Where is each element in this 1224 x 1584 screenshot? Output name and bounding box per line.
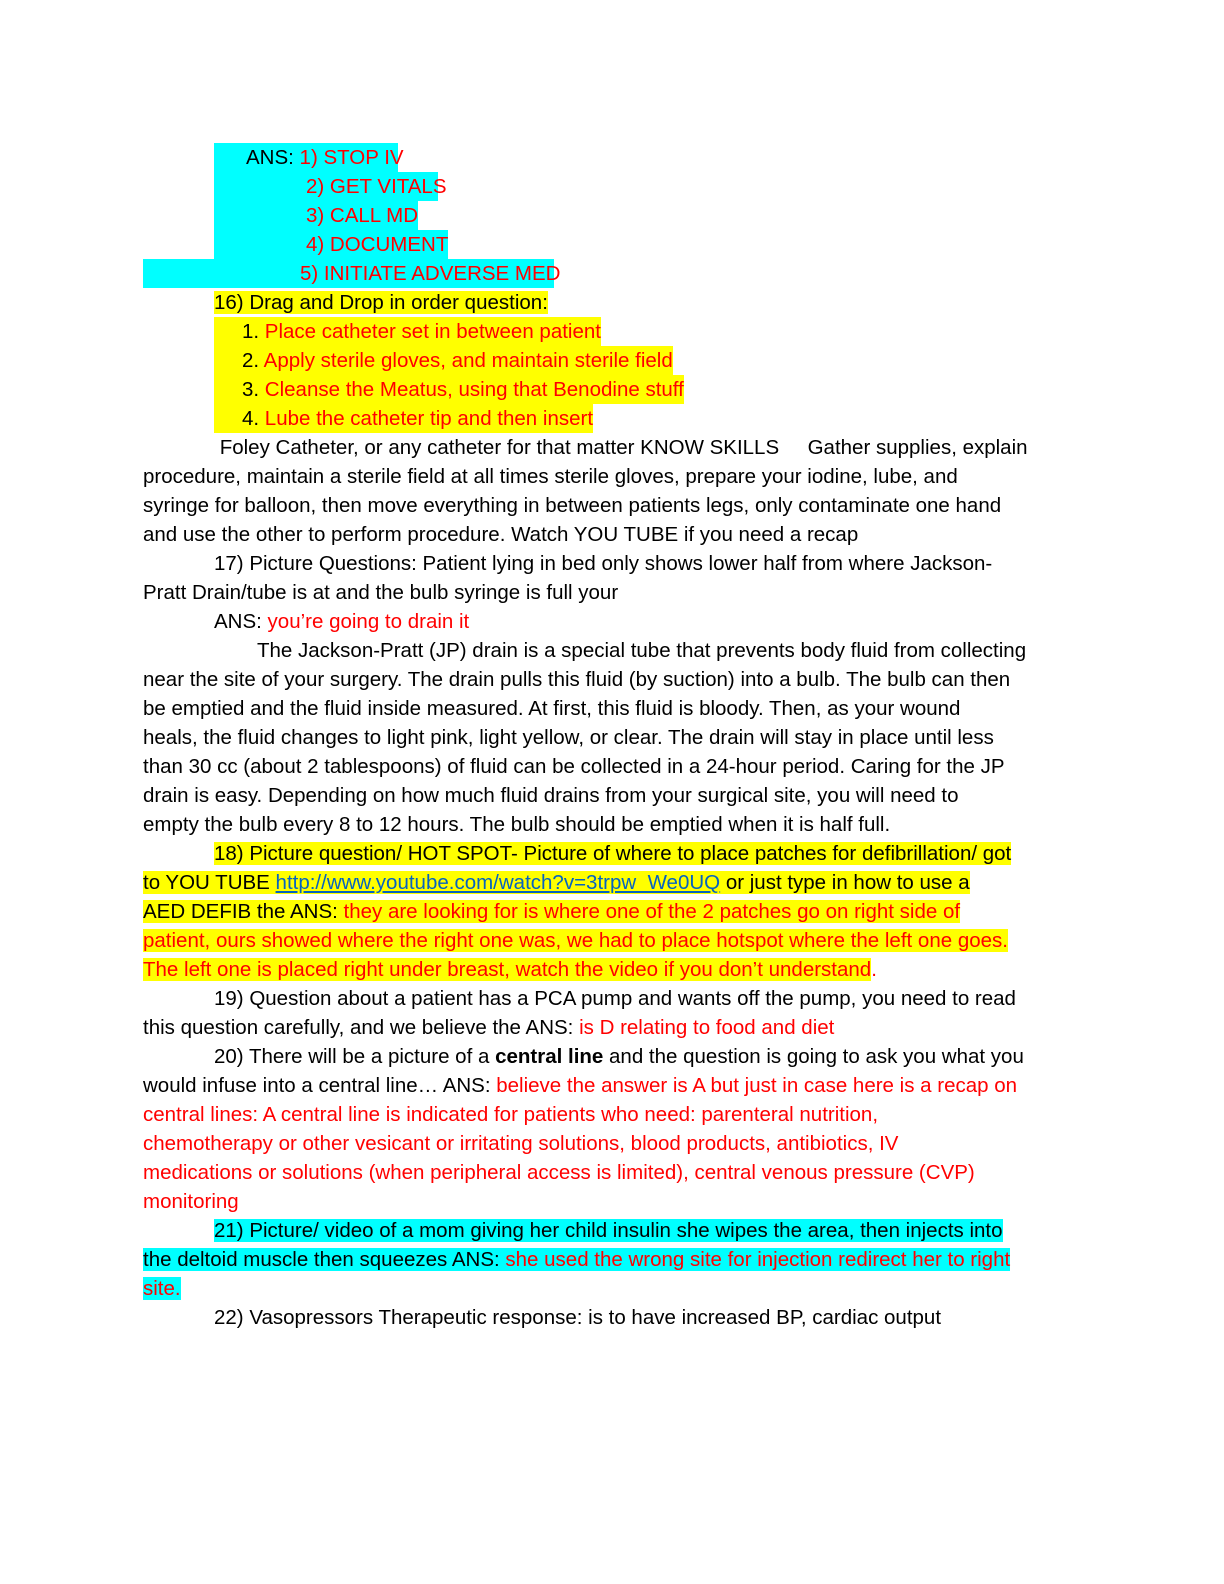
q20-ans-line: central lines: A central line is indicated for patients who need: parenteral nutrition, [143, 1103, 879, 1126]
q16-note-line: procedure, maintain a sterile field at all times sterile gloves, prepare your iodine, lube, and [143, 465, 958, 488]
q16-item-2 [214, 346, 673, 375]
q16-title: 16) Drag and Drop in order question: [214, 291, 548, 314]
ans-text: you’re going to drain it [267, 610, 470, 633]
q20-line: 20) There will be a picture of a central line and the question is going to ask you what you [214, 1045, 1024, 1068]
ans-step-2 [214, 172, 447, 201]
list-number: 1. [242, 320, 265, 343]
q17-info-line: be emptied and the fluid inside measured. At first, this fluid is bloody. Then, as your wound [143, 697, 961, 720]
list-number: 4. [242, 407, 265, 430]
youtube-link[interactable]: http://www.youtube.com/watch?v=3trpw_We0UQ [275, 871, 721, 894]
ans-text: is D relating to food and diet [579, 1016, 835, 1039]
q22-line: 22) Vasopressors Therapeutic response: is to have increased BP, cardiac output [214, 1306, 942, 1329]
ans-text: believe the answer is A but just in case here is a recap on [496, 1074, 1018, 1097]
q16-item-3 [214, 375, 684, 404]
q16-item-1 [214, 317, 601, 346]
ans-step-text: 2) GET VITALS [306, 175, 447, 198]
q16-note-line: Foley Catheter, or any catheter for that matter KNOW SKILLS Gather supplies, explain [214, 436, 1028, 459]
q21-line: 21) Picture/ video of a mom giving her child insulin she wipes the area, then injects into [214, 1219, 1003, 1242]
ans-step-text: 1) STOP IV [299, 146, 404, 169]
ans-text: The left one is placed right under breast, watch the video if you don’t understand [143, 958, 872, 981]
q18-line: 18) Picture question/ HOT SPOT- Picture of where to place patches for defibrillation/ got [214, 842, 1012, 865]
q17-info-line: heals, the fluid changes to light pink, light yellow, or clear. The drain will stay in place until less [143, 726, 994, 749]
q16-item-4 [214, 404, 593, 433]
q20-line: would infuse into a central line… ANS: believe the answer is A but just in case here is a recap on [143, 1074, 1018, 1097]
q18-line: The left one is placed right under breast, watch the video if you don’t understand. [143, 958, 877, 981]
list-number: 3. [242, 378, 265, 401]
ans-text: they are looking for is where one of the 2 patches go on right side of [343, 900, 961, 923]
ans-step-text: 5) INITIATE ADVERSE MED [300, 262, 561, 285]
ans-step-3 [214, 201, 418, 230]
q17-info-line: near the site of your surgery. The drain pulls this fluid (by suction) into a bulb. The bulb can then [143, 668, 1011, 691]
q20-ans-line: monitoring [143, 1190, 239, 1213]
ans-text: site. [143, 1277, 181, 1300]
q18-line: to YOU TUBE http://www.youtube.com/watch?v=3trpw_We0UQ or just type in how to use a [143, 871, 970, 894]
ans-step-4 [214, 230, 448, 259]
q21-line [143, 1274, 181, 1303]
q16-note-line: and use the other to perform procedure. Watch YOU TUBE if you need a recap [143, 523, 859, 546]
list-item-text: Apply sterile gloves, and maintain sterile field [263, 349, 673, 372]
q19-line: 19) Question about a patient has a PCA pump and wants off the pump, you need to read [214, 987, 1016, 1010]
ans-step-5 [143, 259, 561, 288]
q17-line: 17) Picture Questions: Patient lying in bed only shows lower half from where Jackson- [214, 552, 993, 575]
ans-step-text: 3) CALL MD [306, 204, 419, 227]
ans-label: ANS: [214, 610, 268, 633]
ans-step-text: 4) DOCUMENT [306, 233, 449, 256]
list-item-text: Lube the catheter tip and then insert [264, 407, 594, 430]
q20-ans-line: medications or solutions (when peripheral access is limited), central venous pressure (CVP) [143, 1161, 975, 1184]
q17-info-line: drain is easy. Depending on how much fluid drains from your surgical site, you will need to [143, 784, 959, 807]
list-number: 2. [242, 349, 264, 372]
q19-line: this question carefully, and we believe the ANS: is D relating to food and diet [143, 1016, 835, 1039]
q18-line: AED DEFIB the ANS: they are looking for is where one of the 2 patches go on right side of [143, 900, 961, 923]
q20-ans-line: chemotherapy or other vesicant or irritating solutions, blood products, antibiotics, IV [143, 1132, 899, 1155]
ans-text: patient, ours showed where the right one was, we had to place hotspot where the left one goes. [143, 929, 1008, 952]
q21-line: the deltoid muscle then squeezes ANS: she used the wrong site for injection redirect her to right [143, 1248, 1011, 1271]
ans-text: she used the wrong site for injection redirect her to right [505, 1248, 1011, 1271]
ans-step-1 [214, 143, 404, 172]
q17-info-line: The Jackson-Pratt (JP) drain is a special tube that prevents body fluid from collecting [257, 639, 1027, 662]
q17-info-line: empty the bulb every 8 to 12 hours. The bulb should be emptied when it is half full. [143, 813, 891, 836]
q17-answer [214, 607, 469, 636]
central-line-term: central line [495, 1045, 604, 1068]
q16-note-line: syringe for balloon, then move everything in between patients legs, only contaminate one hand [143, 494, 1002, 517]
q18-line [143, 926, 1008, 955]
list-item-text: Place catheter set in between patient [264, 320, 601, 343]
q17-line: Pratt Drain/tube is at and the bulb syringe is full your [143, 581, 619, 604]
ans-label: ANS: [246, 146, 300, 169]
q17-info-line: than 30 cc (about 2 tablespoons) of fluid can be collected in a 24-hour period. Caring for the JP [143, 755, 1005, 778]
list-item-text: Cleanse the Meatus, using that Benodine stuff [264, 378, 684, 401]
